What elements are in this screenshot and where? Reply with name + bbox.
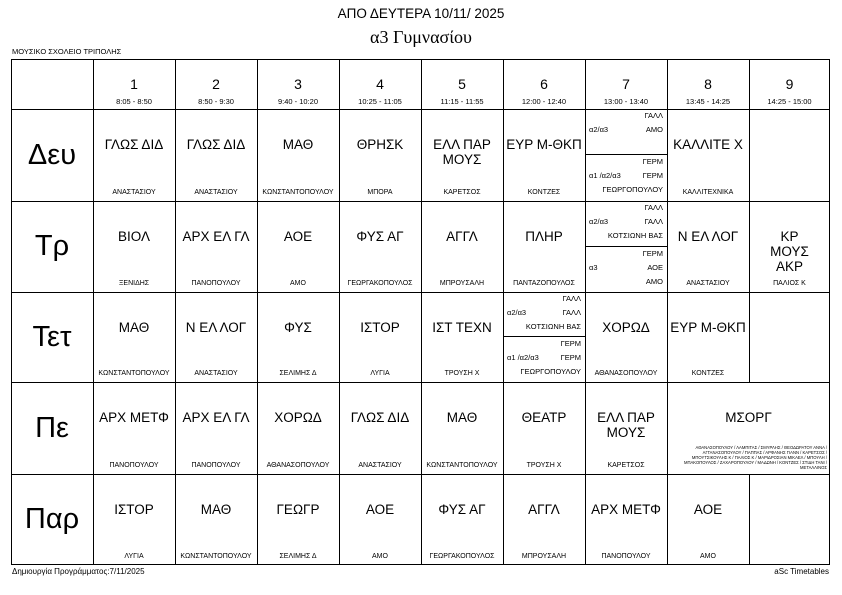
group-teacher: ΚΟΤΣΙΩΝΗ ΒΑΣ — [607, 231, 663, 240]
group-classes: α1 /α2/α3 — [507, 353, 539, 362]
period-number: 8 — [704, 76, 712, 92]
class-name: α3 Γυμνασίου — [370, 27, 472, 47]
lesson-subject: ΓΛΩΣ ΔΙΔ — [350, 410, 410, 425]
grid-line — [11, 292, 830, 293]
lesson-teacher: ΑΝΑΣΤΑΣΙΟΥ — [358, 462, 402, 469]
period-number: 9 — [785, 76, 794, 92]
lesson-cell — [667, 474, 749, 565]
lesson-teacher: ΑΝΑΣΤΑΣΙΟΥ — [194, 370, 238, 377]
lesson-teacher: ΜΠΡΟΥΣΑΛΗ — [439, 280, 485, 287]
lesson-teacher: ΛΥΓΙΑ — [124, 553, 144, 560]
lesson-subject: ΕΛΛ ΠΑΡ ΜΟΥΣ — [597, 410, 655, 440]
created-date: Δημιουργία Προγράμματος:7/11/2025 — [12, 567, 145, 576]
lesson-teacher: ΠΑΝΟΠΟΥΛΟΥ — [109, 462, 159, 469]
group-classes: α3 — [589, 263, 598, 272]
lesson-subject: ΑΟΕ — [693, 502, 723, 517]
lesson-cell — [257, 474, 339, 565]
lesson-teacher: ΚΩΝΣΤΑΝΤΟΠΟΥΛΟΥ — [262, 189, 334, 196]
period-header — [339, 59, 421, 109]
lesson-cell — [421, 292, 503, 382]
lesson-cell — [503, 201, 585, 292]
lesson-teacher: ΑΘΑΝΑΣΟΠΟΥΛΟΥ — [594, 370, 658, 377]
lesson-subject: ΜΣΟΡΓ — [725, 410, 772, 425]
lesson-subject: ΙΣΤΟΡ — [360, 320, 400, 335]
period-number: 1 — [130, 76, 138, 92]
group-classes: α2/α3 — [589, 125, 609, 134]
period-time: 8:05 - 8:50 — [116, 97, 152, 106]
lesson-teacher: ΠΑΝΤΑΖΟΠΟΥΛΟΣ — [513, 280, 575, 287]
lesson-subject: ΑΓΓΛ — [446, 229, 478, 244]
lesson-cell — [93, 201, 175, 292]
period-header — [257, 59, 339, 109]
grid-line — [11, 59, 830, 60]
lesson-cell — [175, 474, 257, 565]
day-label: Τετ — [32, 320, 72, 353]
lesson-subject: ΘΕΑΤΡ — [521, 410, 567, 425]
lesson-cell — [503, 109, 585, 201]
period-time: 13:00 - 13:40 — [603, 97, 649, 106]
period-number: 5 — [458, 76, 466, 92]
lesson-teacher: ΚΟΝΤΖΕΣ — [527, 189, 561, 196]
lesson-teacher: ΑΜΟ — [700, 553, 716, 560]
grid-line — [503, 59, 504, 565]
lesson-subject: ΑΓΓΛ — [528, 502, 560, 517]
group-classes: α1 /α2/α3 — [589, 171, 621, 180]
lesson-subject: ΚΑΛΛΙΤΕ Χ — [673, 137, 743, 152]
group-subject-code: ΑΜΟ — [645, 125, 663, 134]
lesson-cell — [421, 382, 503, 474]
lesson-cell — [421, 201, 503, 292]
group-classes: α2/α3 — [507, 308, 527, 317]
lesson-teacher: ΚΩΝΣΤΑΝΤΟΠΟΥΛΟΥ — [426, 462, 498, 469]
grid-line — [339, 59, 340, 565]
lesson-cell — [257, 109, 339, 201]
group-classes: α2/α3 — [589, 217, 609, 226]
lesson-teacher: ΑΝΑΣΤΑΣΙΟΥ — [194, 189, 238, 196]
lesson-subject: ΙΣΤΟΡ — [114, 502, 154, 517]
lesson-group-top — [585, 109, 667, 155]
lesson-cell — [339, 292, 421, 382]
period-number: 4 — [376, 76, 384, 92]
lesson-group-bottom — [503, 337, 585, 382]
day-label: Δευ — [27, 138, 77, 171]
day-label: Τρ — [34, 230, 70, 262]
group-subject: ΓΑΛΛ — [562, 294, 581, 303]
group-subject-code: ΓΑΛΛ — [562, 308, 581, 317]
lesson-teacher: ΣΕΛΙΜΗΣ Δ — [279, 370, 317, 377]
period-header — [749, 59, 830, 109]
lesson-cell — [339, 109, 421, 201]
lesson-cell — [175, 292, 257, 382]
lesson-subject: ΠΛΗΡ — [525, 229, 563, 244]
lesson-teacher: ΠΑΝΟΠΟΥΛΟΥ — [191, 462, 241, 469]
lesson-teacher: ΑΜΟ — [290, 280, 306, 287]
lesson-cell — [175, 201, 257, 292]
lesson-group-bottom — [585, 247, 667, 292]
group-subject-code: ΓΕΡΜ — [560, 353, 581, 362]
lesson-cell — [421, 474, 503, 565]
grid-line — [175, 59, 176, 565]
lesson-teacher: ΤΡΟΥΣΗ Χ — [444, 370, 480, 377]
lesson-subject: ΜΑΘ — [200, 502, 232, 517]
period-header — [421, 59, 503, 109]
lesson-subject: ΓΕΩΓΡ — [276, 502, 320, 517]
grid-line — [11, 109, 830, 110]
lesson-cell — [585, 382, 667, 474]
grid-line — [829, 59, 830, 565]
period-header — [503, 59, 585, 109]
lesson-cell — [667, 201, 749, 292]
lesson-cell — [175, 109, 257, 201]
lesson-subject: ΑΟΕ — [365, 502, 395, 517]
grid-line — [585, 59, 586, 565]
period-time: 13:45 - 14:25 — [685, 97, 731, 106]
period-time: 11:15 - 11:55 — [440, 97, 484, 106]
lesson-subject: Ν ΕΛ ΛΟΓ — [677, 229, 739, 244]
lesson-subject: ΕΥΡ Μ-ΘΚΠ — [506, 137, 582, 152]
lesson-subject: ΑΡΧ ΜΕΤΦ — [99, 410, 169, 425]
period-time: 9:40 - 10:20 — [277, 97, 319, 106]
lesson-teacher: ΠΑΛΙΟΣ Κ — [773, 280, 806, 287]
period-header — [175, 59, 257, 109]
lesson-teacher: ΑΝΑΣΤΑΣΙΟΥ — [112, 189, 156, 196]
grid-line — [11, 201, 830, 202]
lesson-group-top — [585, 201, 667, 247]
grid-line — [257, 59, 258, 565]
group-teacher: ΓΕΩΡΓΟΠΟΥΛΟΥ — [520, 367, 581, 376]
lesson-subject: ΑΟΕ — [283, 229, 313, 244]
lesson-subject: Ν ΕΛ ΛΟΓ — [185, 320, 247, 335]
split-lesson-cell — [585, 109, 667, 201]
lesson-cell — [93, 382, 175, 474]
lesson-group-top — [503, 292, 585, 337]
grid-line — [11, 382, 830, 383]
lesson-cell — [339, 201, 421, 292]
lesson-cell — [749, 292, 830, 382]
period-time: 12:00 - 12:40 — [521, 97, 567, 106]
lesson-subject: ΚΡ ΜΟΥΣ ΑΚΡ — [770, 229, 809, 274]
lesson-cell — [257, 201, 339, 292]
lesson-cell — [93, 474, 175, 565]
lesson-cell — [503, 382, 585, 474]
period-number: 6 — [540, 76, 548, 92]
lesson-teacher: ΑΘΑΝΑΣΟΠΟΥΛΟΥ / ΛΑΜΠΙΤΑΣ / ΣΜΥΡΛΗΣ / ΘΕΟΔΩΡΑΤΟΥ ΑΝΝΑ / ΑΓΓΑΝΑΣΟΠΟΥΛΟΥ / ΠΑΠΠΑΣ / ΑΡΦΑΝΗΣ ΓΙΑΝΝ / ΚΑΡΕΤΣΟΣ / ΜΠΟΥΤΣΙΚΟΥΛΗΣ Κ / ΠΑΛΙΟΣ Κ / ΜΑΡΙΔΡΟΣΙΑΝ ΜΙΚΑΕΛ / ΜΠΟΥΛΗ / ΜΠΑΚΟΠΟΥΛΟΣ / ΖΑΧΑΡΟΠΟΥΛΟΥ / ΜΑΔΩΝΗ / ΚΟΝΤΖΕΣ / ΣΤΙΔΗ ΤΑΝΙ / ΜΕΤΑΛΛΙΝΟΣ — [683, 445, 827, 470]
lesson-teacher: ΚΑΛΛΙΤΕΧΝΙΚΑ — [682, 189, 734, 196]
lesson-teacher: ΜΠΡΟΥΣΑΛΗ — [521, 553, 567, 560]
grid-line — [11, 564, 830, 565]
group-subject: ΓΕΡΜ — [642, 157, 663, 166]
lesson-teacher: ΓΕΩΡΓΑΚΟΠΟΥΛΟΣ — [429, 553, 495, 560]
day-label: Παρ — [24, 503, 80, 535]
period-header — [585, 59, 667, 109]
lesson-subject: ΕΛΛ ΠΑΡ ΜΟΥΣ — [433, 137, 491, 167]
grid-line — [421, 59, 422, 565]
lesson-teacher: ΚΟΝΤΖΕΣ — [691, 370, 725, 377]
lesson-teacher: ΚΑΡΕΤΣΟΣ — [607, 462, 645, 469]
lesson-group-bottom — [585, 155, 667, 201]
lesson-subject: ΑΡΧ ΕΛ ΓΛ — [182, 229, 250, 244]
lesson-cell — [667, 382, 830, 474]
lesson-subject: ΕΥΡ Μ-ΘΚΠ — [670, 320, 746, 335]
lesson-subject: ΧΟΡΩΔ — [602, 320, 650, 335]
grid-line — [749, 59, 750, 382]
grid-line — [749, 474, 750, 565]
lesson-teacher: ΚΑΡΕΤΣΟΣ — [443, 189, 481, 196]
group-subject-code: ΓΑΛΛ — [644, 217, 663, 226]
lesson-subject: ΧΟΡΩΔ — [274, 410, 322, 425]
lesson-teacher: ΞΕΝΙΔΗΣ — [118, 280, 150, 287]
group-subject: ΓΕΡΜ — [642, 249, 663, 258]
lesson-subject: ΑΡΧ ΜΕΤΦ — [591, 502, 661, 517]
lesson-subject: ΑΡΧ ΕΛ ΓΛ — [182, 410, 250, 425]
lesson-cell — [339, 474, 421, 565]
brand-label: aSc Timetables — [774, 567, 829, 576]
timetable-title: ΑΠΟ ΔΕΥΤΕΡΑ 10/11/ 2025 — [337, 6, 505, 21]
lesson-teacher: ΚΩΝΣΤΑΝΤΟΠΟΥΛΟΥ — [98, 370, 170, 377]
group-subject-code: ΑΟΕ — [647, 263, 663, 272]
lesson-subject: ΙΣΤ ΤΕΧΝ — [432, 320, 492, 335]
lesson-cell — [93, 292, 175, 382]
lesson-teacher: ΣΕΛΙΜΗΣ Δ — [279, 553, 317, 560]
lesson-cell — [339, 382, 421, 474]
lesson-teacher: ΑΝΑΣΤΑΣΙΟΥ — [686, 280, 730, 287]
lesson-cell — [749, 109, 830, 201]
lesson-teacher: ΓΕΩΡΓΑΚΟΠΟΥΛΟΣ — [347, 280, 413, 287]
lesson-subject: ΜΑΘ — [446, 410, 478, 425]
period-time: 10:25 - 11:05 — [358, 97, 402, 106]
group-subject-code: ΓΕΡΜ — [642, 171, 663, 180]
lesson-cell — [749, 201, 830, 292]
grid-line — [667, 59, 668, 565]
group-teacher: ΓΕΩΡΓΟΠΟΥΛΟΥ — [602, 185, 663, 194]
lesson-cell — [93, 109, 175, 201]
lesson-teacher: ΠΑΝΟΠΟΥΛΟΥ — [601, 553, 651, 560]
lesson-cell — [749, 474, 830, 565]
period-header — [667, 59, 749, 109]
lesson-teacher: ΛΥΓΙΑ — [370, 370, 390, 377]
lesson-cell — [667, 109, 749, 201]
lesson-cell — [585, 292, 667, 382]
split-lesson-cell — [503, 292, 585, 382]
lesson-teacher: ΚΩΝΣΤΑΝΤΟΠΟΥΛΟΥ — [180, 553, 252, 560]
lesson-cell — [175, 382, 257, 474]
lesson-subject: ΦΥΣ — [284, 320, 312, 335]
lesson-subject: ΓΛΩΣ ΔΙΔ — [186, 137, 246, 152]
split-lesson-cell — [585, 201, 667, 292]
lesson-teacher: ΑΘΑΝΑΣΟΠΟΥΛΟΥ — [266, 462, 330, 469]
group-teacher: ΑΜΟ — [645, 277, 663, 286]
group-teacher: ΚΟΤΣΙΩΝΗ ΒΑΣ — [525, 322, 581, 331]
period-number: 2 — [212, 76, 220, 92]
grid-line — [93, 59, 94, 565]
lesson-cell — [257, 292, 339, 382]
period-time: 14:25 - 15:00 — [767, 97, 812, 106]
period-number: 7 — [622, 76, 630, 92]
lesson-teacher: ΤΡΟΥΣΗ Χ — [526, 462, 562, 469]
group-subject: ΓΑΛΛ — [644, 203, 663, 212]
lesson-cell — [503, 474, 585, 565]
grid-line — [11, 59, 12, 565]
lesson-teacher: ΠΑΝΟΠΟΥΛΟΥ — [191, 280, 241, 287]
group-subject: ΓΑΛΛ — [644, 111, 663, 120]
grid-line — [11, 474, 830, 475]
lesson-subject: ΒΙΟΛ — [117, 229, 151, 244]
period-number: 3 — [294, 76, 302, 92]
lesson-subject: ΦΥΣ ΑΓ — [438, 502, 486, 517]
lesson-teacher: ΜΠΟΡΑ — [367, 189, 393, 196]
lesson-cell — [585, 474, 667, 565]
period-time: 8:50 - 9:30 — [198, 97, 234, 106]
lesson-subject: ΦΥΣ ΑΓ — [356, 229, 404, 244]
lesson-cell — [421, 109, 503, 201]
school-name: ΜΟΥΣΙΚΟ ΣΧΟΛΕΙΟ ΤΡΙΠΟΛΗΣ — [12, 47, 122, 56]
timetable-grid — [11, 59, 830, 565]
lesson-cell — [257, 382, 339, 474]
lesson-teacher: ΑΜΟ — [372, 553, 388, 560]
lesson-subject: ΓΛΩΣ ΔΙΔ — [104, 137, 164, 152]
period-header — [93, 59, 175, 109]
lesson-cell — [667, 292, 749, 382]
lesson-subject: ΜΑΘ — [118, 320, 150, 335]
lesson-subject: ΘΡΗΣΚ — [356, 137, 404, 152]
day-label: Πε — [35, 411, 69, 444]
lesson-subject: ΜΑΘ — [282, 137, 314, 152]
group-subject: ΓΕΡΜ — [560, 339, 581, 348]
